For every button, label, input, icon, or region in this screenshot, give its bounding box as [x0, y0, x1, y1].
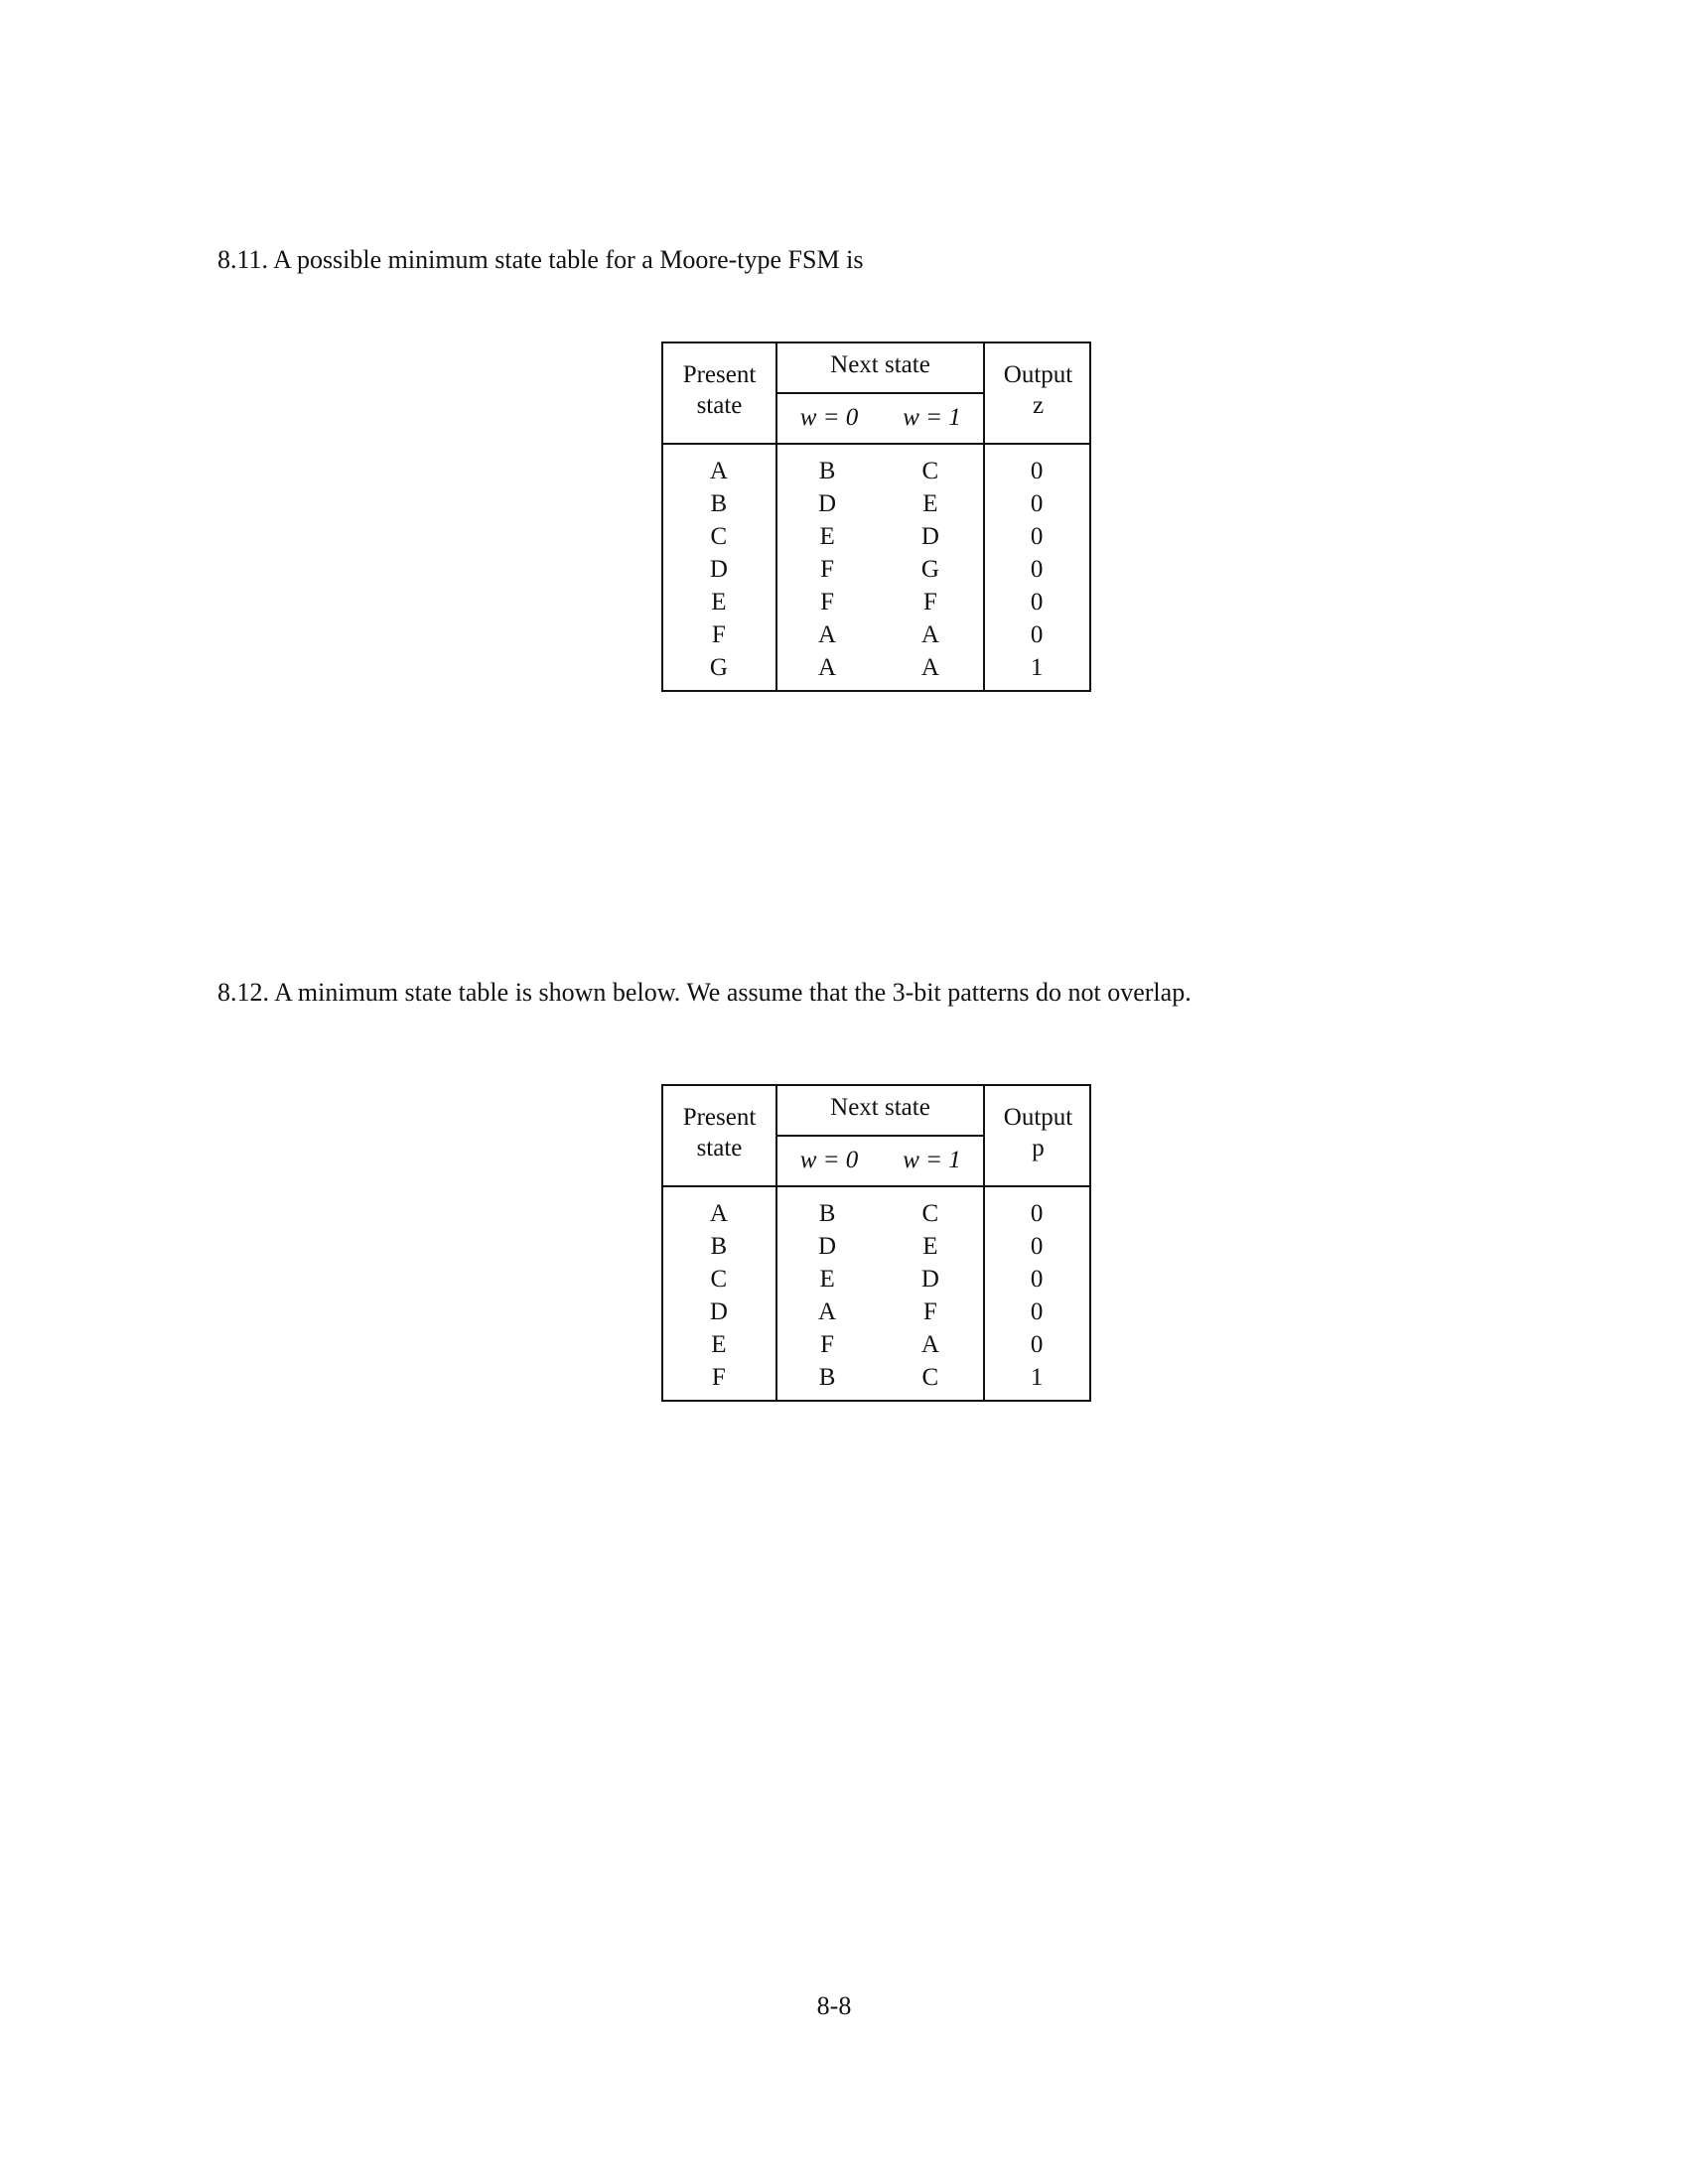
output-header	[985, 359, 1091, 421]
table-cell: B	[818, 1364, 836, 1391]
header-line: Output	[1003, 1104, 1073, 1131]
table-cell: F	[820, 589, 835, 615]
table-cell: A	[818, 1298, 837, 1325]
table-cell: A	[920, 1331, 939, 1358]
table-cell: 1	[1030, 1364, 1044, 1391]
problem-8-11-heading: 8.11. A possible minimum state table for a Moore-type FSM is	[217, 245, 864, 274]
divider	[775, 445, 777, 690]
table-cell: A	[818, 654, 837, 681]
table-cell: F	[922, 1298, 937, 1325]
table-cell: A	[818, 621, 837, 648]
table-cell: C	[921, 458, 939, 484]
w1-header: w = 1	[903, 1147, 961, 1173]
divider	[983, 445, 985, 690]
w0-header: w = 0	[799, 404, 859, 431]
table-cell: A	[709, 458, 728, 484]
table-cell: E	[922, 1233, 938, 1260]
header-line: state	[696, 1135, 743, 1161]
table-cell: F	[711, 621, 726, 648]
table-header	[663, 343, 1089, 445]
table-cell: E	[711, 1331, 727, 1358]
table-header	[663, 1086, 1089, 1187]
table-cell: 0	[1030, 1266, 1044, 1293]
header-line: Output	[1003, 361, 1073, 388]
header-line: state	[696, 392, 743, 419]
table-row	[663, 1328, 1089, 1361]
table-cell: 0	[1030, 1298, 1044, 1325]
w1-header: w = 1	[903, 404, 961, 431]
table-body	[663, 1187, 1089, 1400]
table-cell: D	[920, 1266, 939, 1293]
table-cell: E	[711, 589, 727, 615]
table-cell: 0	[1030, 458, 1044, 484]
table-cell: G	[709, 654, 728, 681]
output-header	[985, 1102, 1091, 1163]
table-cell: G	[920, 556, 939, 583]
divider	[983, 1187, 985, 1400]
w0-header: w = 0	[799, 1147, 859, 1173]
table-cell: D	[920, 523, 939, 550]
table-cell: A	[709, 1200, 728, 1227]
table-cell: 0	[1030, 1200, 1044, 1227]
table-cell: C	[710, 523, 728, 550]
table-cell: D	[709, 556, 728, 583]
problem-8-12-heading: 8.12. A minimum state table is shown below. We assume that the 3-bit patterns do not overlap.	[217, 978, 1192, 1007]
table-row	[663, 1263, 1089, 1296]
table-cell: 0	[1030, 1331, 1044, 1358]
next-state-header: Next state	[830, 1094, 930, 1121]
table-cell: D	[818, 490, 837, 517]
table-cell: 0	[1030, 556, 1044, 583]
table-cell: 0	[1030, 621, 1044, 648]
present-state-header	[663, 1102, 775, 1163]
table-row	[663, 520, 1089, 553]
table-cell: B	[710, 1233, 728, 1260]
table-cell: D	[709, 1298, 728, 1325]
table-cell: B	[818, 458, 836, 484]
table-row	[663, 487, 1089, 520]
table-cell: B	[710, 490, 728, 517]
table-cell: 0	[1030, 523, 1044, 550]
table-cell: A	[920, 621, 939, 648]
table-cell: C	[921, 1364, 939, 1391]
table-row	[663, 651, 1089, 684]
table-row	[663, 1361, 1089, 1394]
table-cell: B	[818, 1200, 836, 1227]
table-row	[663, 618, 1089, 651]
present-state-header	[663, 359, 775, 421]
table-cell: F	[820, 556, 835, 583]
table-row	[663, 553, 1089, 586]
table-cell: C	[921, 1200, 939, 1227]
table-row	[663, 1197, 1089, 1230]
table-row	[663, 455, 1089, 487]
header-line: Present	[682, 361, 757, 388]
next-state-header: Next state	[830, 351, 930, 378]
table-cell: F	[922, 589, 937, 615]
table-cell: E	[819, 523, 835, 550]
table-cell: F	[711, 1364, 726, 1391]
table-cell: A	[920, 654, 939, 681]
page-number: 8-8	[816, 1991, 852, 2020]
table-body	[663, 445, 1089, 690]
state-table-8-11	[661, 341, 1091, 692]
table-cell: 0	[1030, 490, 1044, 517]
table-row	[663, 1230, 1089, 1263]
table-cell: 1	[1030, 654, 1044, 681]
table-cell: D	[818, 1233, 837, 1260]
divider	[777, 1135, 983, 1137]
table-cell: E	[922, 490, 938, 517]
state-table-8-12	[661, 1084, 1091, 1402]
table-cell: E	[819, 1266, 835, 1293]
table-cell: F	[820, 1331, 835, 1358]
header-line: Present	[682, 1104, 757, 1131]
table-row	[663, 586, 1089, 618]
table-cell: 0	[1030, 589, 1044, 615]
header-line: p	[1032, 1135, 1045, 1161]
table-cell: C	[710, 1266, 728, 1293]
header-line: z	[1032, 392, 1045, 419]
divider	[775, 1187, 777, 1400]
table-cell: 0	[1030, 1233, 1044, 1260]
table-row	[663, 1296, 1089, 1328]
divider	[777, 392, 983, 394]
